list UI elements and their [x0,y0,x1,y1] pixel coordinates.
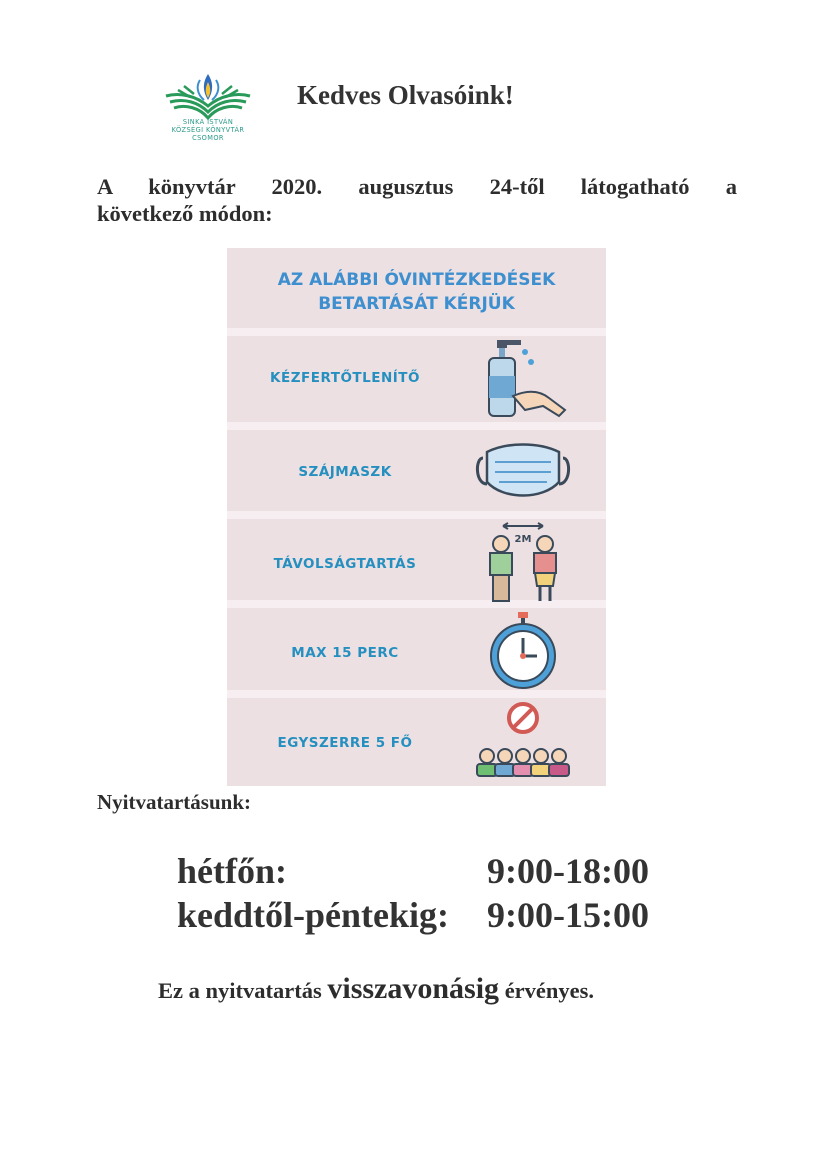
intro-line-2: következő módon: [97,201,273,226]
opening-day-monday: hétfőn: [177,851,287,891]
logo-name-line-3: CSOMOR [192,134,224,142]
logo-name-line-1: SINKA ISTVÁN [182,118,234,126]
poster-title-line-1: AZ ALÁBBI ÓVINTÉZKEDÉSEK [277,270,556,290]
rule-max-people: EGYSZERRE 5 FŐ [277,735,413,751]
opening-hours-heading: Nyitvatartásunk: [97,790,252,814]
rule-face-mask: SZÁJMASZK [298,464,392,480]
social-distance-icon [473,520,573,606]
safety-poster [227,248,606,786]
poster-divider [227,422,606,430]
logo-name-line-2: KÖZSÉGI KÖNYVTÁR [171,126,245,134]
face-mask-icon [473,430,573,516]
hand-sanitizer-icon [473,336,573,422]
opening-time-monday: 9:00-18:00 [487,851,649,891]
validity-note [158,972,594,1006]
poster-divider [227,328,606,336]
distance-label: 2M [514,534,532,545]
poster-title-line-2: BETARTÁSÁT KÉRJÜK [318,294,515,314]
rule-social-distance: TÁVOLSÁGTARTÁS [273,556,417,572]
validity-note-start: Ez a nyitvatartás [158,978,322,1003]
greeting-heading: Kedves Olvasóink! [297,80,514,110]
validity-note-emphasis: visszavonásig [327,972,500,1005]
stopwatch-icon [473,610,573,696]
open-book-flame-icon [160,66,256,122]
opening-day-tue-fri: keddtől-péntekig: [177,895,450,935]
poster-title [227,268,606,316]
validity-note-end: érvényes. [504,978,595,1003]
library-logo [160,66,256,172]
rule-max-time: MAX 15 PERC [291,645,399,661]
intro-line-1: A könyvtár 2020. augusztus 24-től látogatható a [97,174,737,199]
opening-time-tue-fri: 9:00-15:00 [487,895,649,935]
max-people-icon [473,700,573,786]
rule-hand-sanitizer: KÉZFERTŐTLENÍTŐ [270,370,420,386]
